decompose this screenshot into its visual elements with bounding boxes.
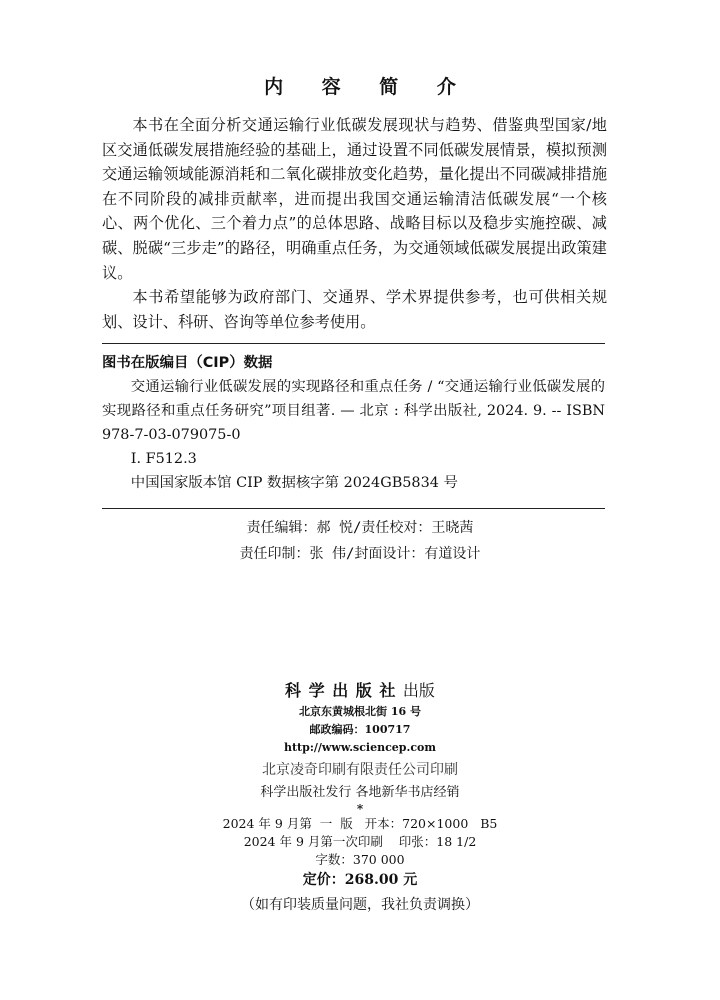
publisher-address: 北京东黄城根北街 16 号	[299, 705, 421, 718]
cip-body: 交通运输行业低碳发展的实现路径和重点任务 / “交通运输行业低碳发展的实现路径和重点任务研究”项目组著. — 北京 : 科学出版社, 2024. 9. -- ISBN 978-7-03-079075-0	[102, 379, 605, 443]
distribution-line: 科学出版社发行 各地新华书店经销	[260, 785, 460, 800]
credits-print-line: 责任印制：张 伟/封面设计：有道设计	[239, 546, 481, 562]
cip-block	[102, 351, 605, 495]
cip-heading: 图书在版编目（CIP）数据	[102, 355, 273, 371]
intro-paragraph-1: 本书在全面分析交通运输行业低碳发展现状与趋势、借鉴典型国家/地区交通低碳发展措施经验的基础上，通过设置不同低碳发展情景，模拟预测交通运输领域能源消耗和二氧化碳排放变化趋势，量化提出不同碳减排措施在不同阶段的减排贡献率，进而提出我国交通运输清洁低碳发展“一个核心、两个优化、三个着力点”的总体思路、战略目标以及稳步实施控碳、减碳、脱碳“三步走”的路径，明确重点任务，为交通领域低碳发展提出政策建议。	[102, 116, 607, 282]
credits-block	[0, 515, 720, 567]
separator-star: *	[356, 802, 364, 816]
credits-editor-line: 责任编辑：郝 悦/责任校对：王晓茜	[246, 520, 474, 536]
publisher-url: http://www.sciencep.com	[283, 741, 437, 754]
printer-line: 北京凌奇印刷有限责任公司印刷	[262, 762, 458, 778]
publisher-name-line	[0, 679, 720, 703]
intro-text	[102, 113, 607, 334]
intro-title: 内 容 简 介	[264, 76, 472, 98]
divider-bottom	[102, 508, 605, 509]
publisher-postcode: 邮政编码：100717	[309, 723, 411, 736]
publisher-block	[0, 679, 720, 919]
cip-classification: Ⅰ. F512.3	[130, 451, 197, 467]
publisher-name-suffix: 出版	[402, 681, 435, 700]
wordcount-line: 字数：370 000	[315, 852, 405, 867]
edition-line: 2024 年 9 月第 一 版 开本：720×1000 B5	[222, 816, 498, 831]
divider-top	[102, 343, 605, 344]
printing-line: 2024 年 9 月第一次印刷 印张：18 1/2	[243, 834, 477, 849]
notice-line: （如有印装质量问题，我社负责调换）	[241, 897, 479, 913]
publisher-name: 科 学 出 版 社	[285, 681, 397, 700]
intro-paragraph-2: 本书希望能够为政府部门、交通界、学术界提供参考，也可供相关规划、设计、科研、咨询等单位参考使用。	[102, 288, 607, 331]
cip-record: 中国国家版本馆 CIP 数据核字第 2024GB5834 号	[130, 475, 458, 491]
price-line: 定价：268.00 元	[302, 872, 418, 888]
